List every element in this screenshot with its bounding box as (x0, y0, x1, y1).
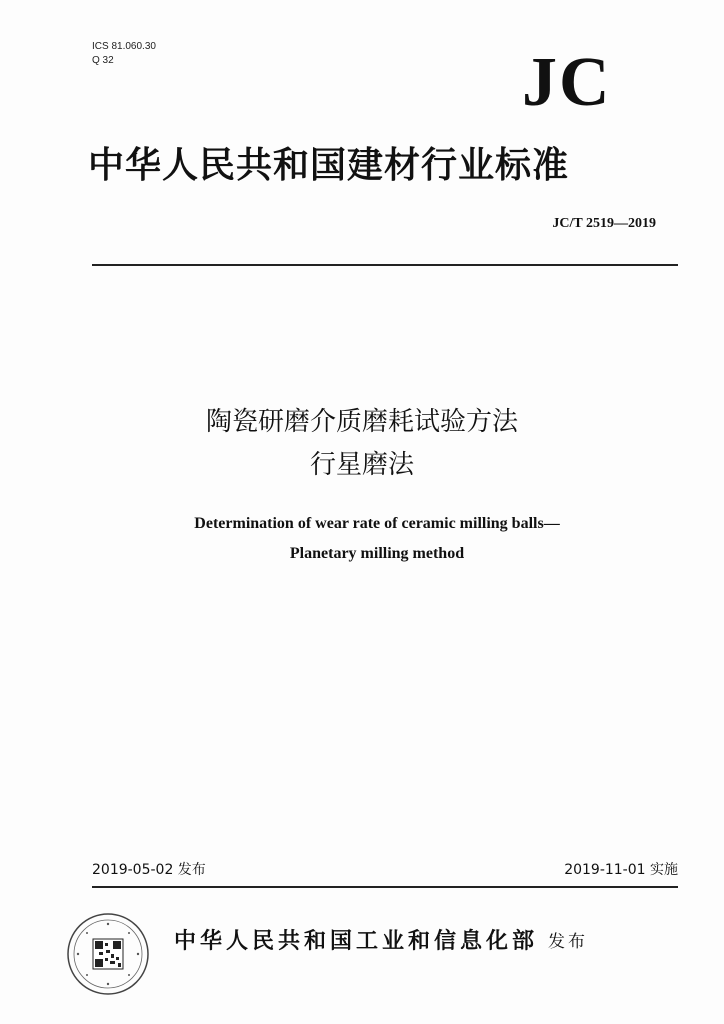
publish-verb: 发布 (548, 932, 588, 952)
title-english-line-1: Determination of wear rate of ceramic milling balls— (194, 515, 560, 532)
publisher-name: 中华人民共和国工业和信息化部 (174, 928, 539, 954)
classification-codes (92, 40, 156, 68)
ics-code: ICS 81.060.30 (92, 41, 156, 52)
top-divider (92, 264, 678, 266)
qr-seal-icon (66, 912, 150, 996)
jc-logo: JC (522, 44, 612, 121)
title-chinese-line-2: 行星磨法 (309, 450, 414, 480)
standard-number: JC/T 2519—2019 (552, 216, 656, 231)
ccs-code: Q 32 (92, 55, 114, 66)
title-chinese-line-1: 陶瓷研磨介质磨耗试验方法 (205, 407, 518, 437)
issue-date: 2019-05-02 发布 (92, 862, 206, 878)
implementation-date: 2019-11-01 实施 (564, 862, 678, 878)
title-english-line-2: Planetary milling method (289, 545, 465, 562)
bottom-divider (92, 886, 678, 888)
date-row (92, 858, 678, 882)
standard-type-heading: 中华人民共和国建材行业标准 (88, 144, 570, 186)
